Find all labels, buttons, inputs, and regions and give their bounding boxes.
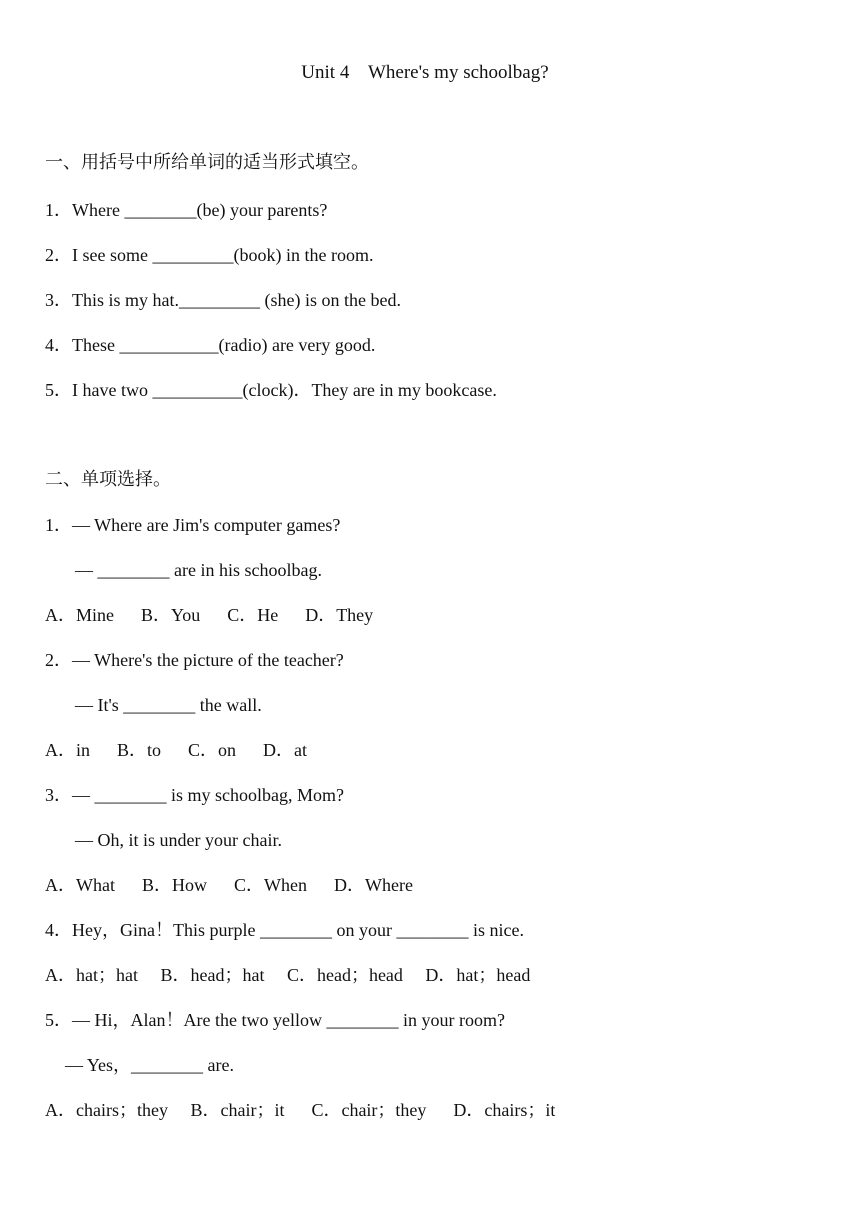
page-title: Unit 4 Where's my schoolbag? [301,62,549,83]
q3-question: 3．— ________ is my schoolbag, Mom? [45,785,344,805]
q5-answer: — Yes，________ are. [65,1055,234,1075]
q1-options: A．Mine B．You C．He D．They [45,605,374,625]
section2-heading: 二、单项选择。 [45,469,171,490]
q3-options: A．What B．How C．When D．Where [45,875,413,895]
q1-question: 1．— Where are Jim's computer games? [45,515,341,535]
q4-question: 4．Hey，Gina！This purple ________ on your ________ is nice. [45,920,524,940]
q2-answer: — It's ________ the wall. [75,695,262,715]
q3-answer: — Oh, it is under your chair. [75,830,282,850]
section1-item-4: 4．These ___________(radio) are very good. [45,335,376,355]
section1-item-1: 1．Where ________(be) your parents? [45,200,328,220]
q4-options: A．hat；hat B．head；hat C．head；head D．hat；head [45,965,531,985]
section1-item-2: 2．I see some _________(book) in the room. [45,245,374,265]
section1-item-5: 5．I have two __________(clock)．They are in my bookcase. [45,380,497,400]
section1-heading: 一、用括号中所给单词的适当形式填空。 [45,152,369,173]
q2-question: 2．— Where's the picture of the teacher? [45,650,344,670]
section1-item-3: 3．This is my hat._________ (she) is on the bed. [45,290,401,310]
q1-answer: — ________ are in his schoolbag. [75,560,322,580]
q5-options: A．chairs；they B．chair；it C．chair；they D．chairs；it [45,1100,556,1120]
q2-options: A．in B．to C．on D．at [45,740,308,760]
q5-question: 5．— Hi，Alan！Are the two yellow ________ in your room? [45,1010,505,1030]
